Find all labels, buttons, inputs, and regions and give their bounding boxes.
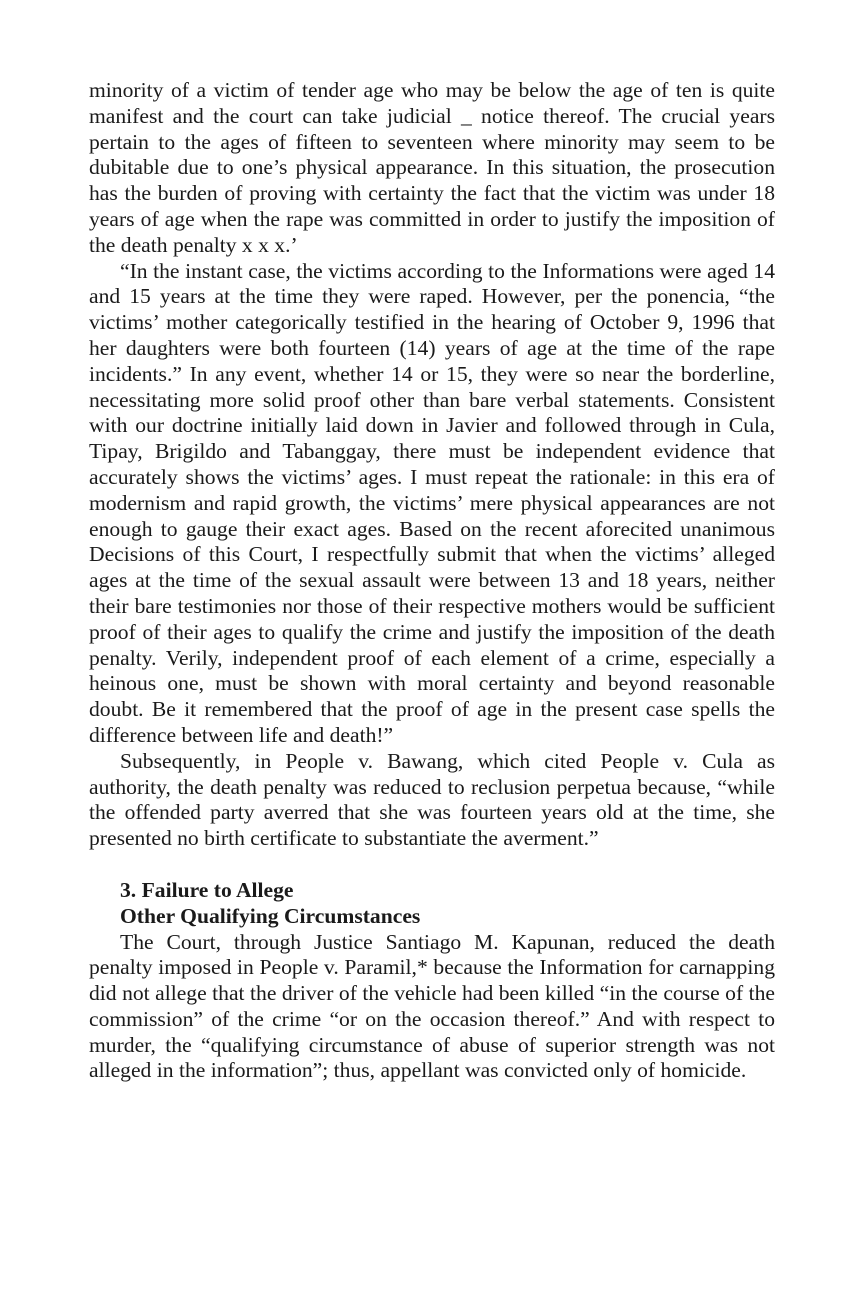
paragraph-bawang: Subsequently, in People v. Bawang, which cited People v. Cula as authority, the death penalty was reduced to reclusion perpetua because, “while the offended party averred that she was fourteen years old at the time, she presented no birth certificate to substantiate the averment.” <box>89 748 775 851</box>
section-heading <box>89 878 775 930</box>
paragraph-quote: “In the instant case, the victims according to the Informations were aged 14 and 15 years at the time they were raped. However, per the ponencia, “the victims’ mother categorically testified in the hearing of October 9, 1996 that her daughters were both fourteen (14) years of age at the time of the rape incidents.” In any event, whether 14 or 15, they were so near the borderline, necessitating more solid proof other than bare verbal statements. Consistent with our doctrine initially laid down in Javier and followed through in Cula, Tipay, Brigildo and Tabanggay, there must be independent evidence that accurately shows the victims’ ages. I must repeat the rationale: in this era of modernism and rapid growth, the victims’ mere physical appearances are not enough to gauge their exact ages. Based on the recent aforecited unanimous Decisions of this Court, I respectfully submit that when the victims’ alleged ages at the time of the sexual assault were between 13 and 18 years, neither their bare testimonies nor those of their respective mothers would be sufficient proof of their ages to qualify the crime and justify the imposition of the death penalty. Verily, independent proof of each element of a crime, especially a heinous one, must be shown with moral certainty and beyond reasonable doubt. Be it remembered that the proof of age in the present case spells the difference between life and death!” <box>89 258 775 747</box>
document-page <box>89 78 775 1084</box>
section-heading-line2: Other Qualifying Circumstances <box>120 903 421 928</box>
section-heading-line1: 3. Failure to Allege <box>120 877 294 902</box>
paragraph-paramil: The Court, through Justice Santiago M. Kapunan, reduced the death penalty imposed in People v. Paramil,* because the Information for carnapping did not allege that the driver of the vehicle had been killed “in the course of the commission” of the crime “or on the occasion thereof.” And with respect to murder, the “qualifying circumstance of abuse of superior strength was not alleged in the information”; thus, appellant was convicted only of homicide. <box>89 929 775 1083</box>
paragraph-continuation: minority of a victim of tender age who may be below the age of ten is quite manifest and the court can take judicial _ notice thereof. The crucial years pertain to the ages of fifteen to seventeen where minority may seem to be dubitable due to one’s physical appearance. In this situation, the prosecution has the burden of proving with certainty the fact that the victim was under 18 years of age when the rape was committed in order to justify the imposition of the death penalty x x x.’ <box>89 78 775 257</box>
